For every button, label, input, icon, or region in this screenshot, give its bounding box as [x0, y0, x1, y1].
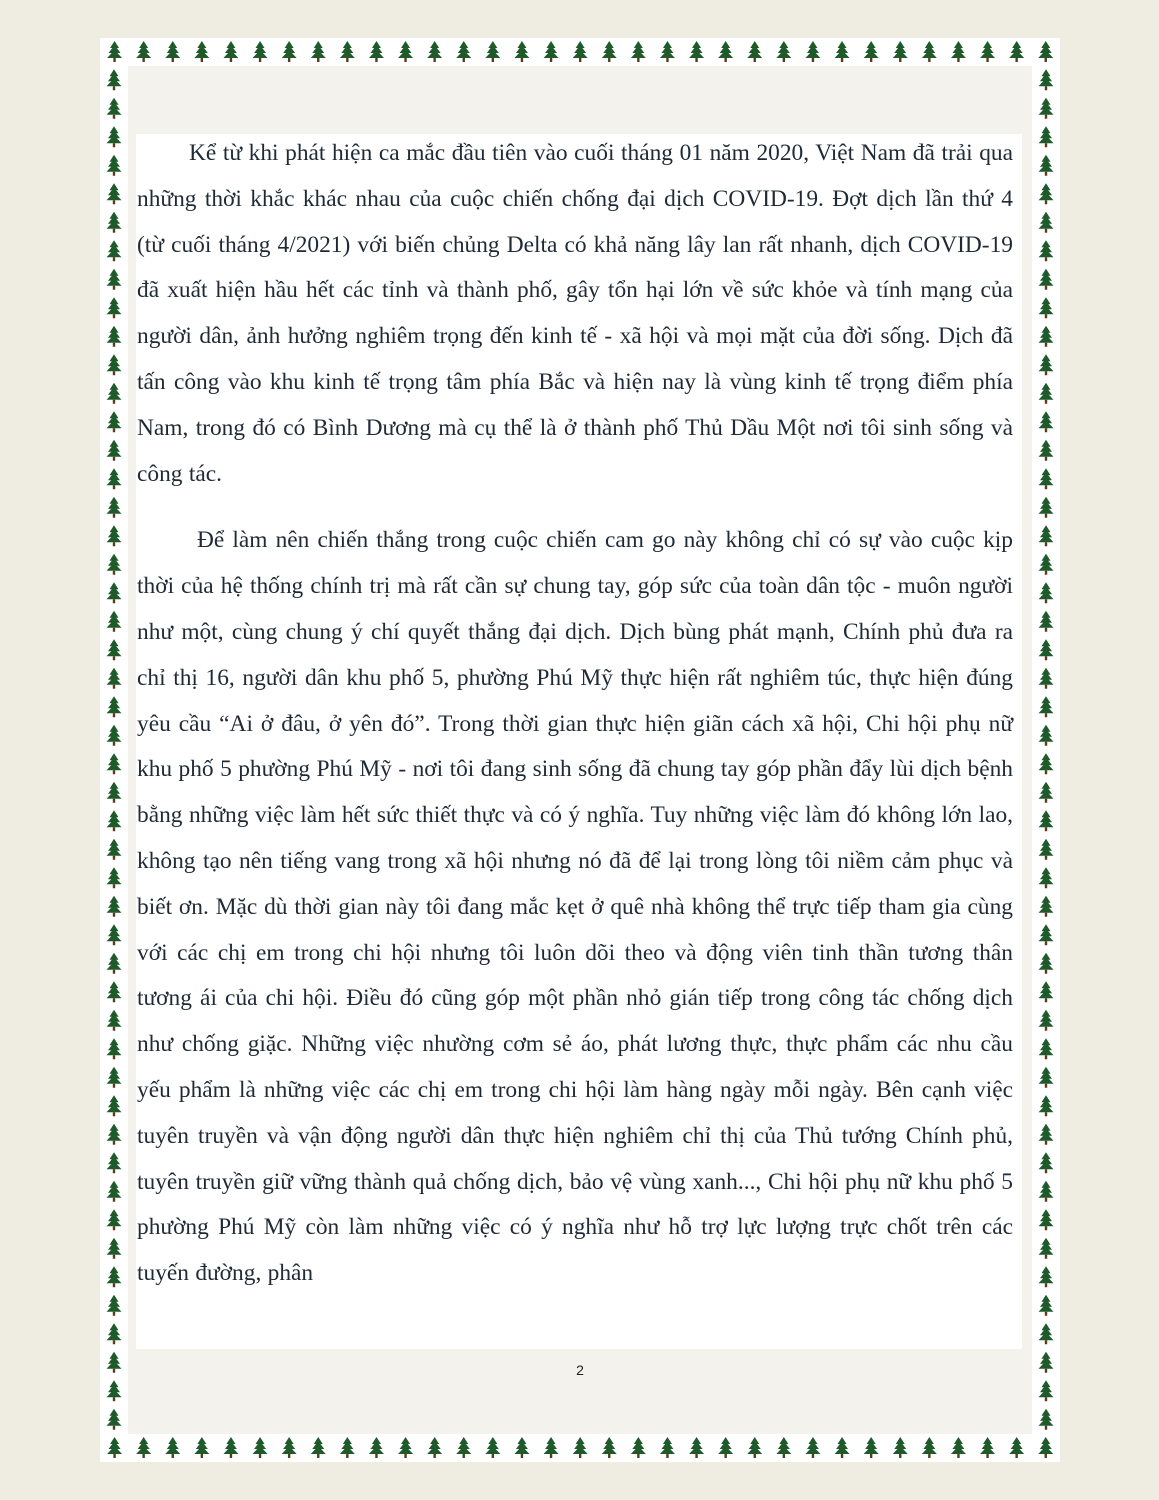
pine-tree-icon — [107, 1209, 122, 1230]
pine-tree-icon — [689, 1437, 704, 1458]
pine-tree-icon — [282, 1437, 297, 1458]
pine-tree-icon — [107, 924, 122, 945]
pine-tree-icon — [1039, 1152, 1054, 1173]
pine-tree-icon — [369, 1437, 384, 1458]
pine-tree-icon — [922, 41, 937, 62]
pine-tree-icon — [107, 867, 122, 888]
pine-tree-icon — [1039, 212, 1054, 233]
pine-tree-icon — [1039, 1409, 1054, 1430]
pine-tree-icon — [747, 1437, 762, 1458]
pine-tree-icon — [1039, 981, 1054, 1002]
pine-tree-icon — [1038, 41, 1053, 62]
pine-tree-icon — [718, 41, 733, 62]
pine-tree-icon — [107, 1152, 122, 1173]
pine-tree-icon — [893, 41, 908, 62]
pine-tree-icon — [165, 1437, 180, 1458]
pine-tree-icon — [1039, 1238, 1054, 1259]
pine-tree-icon — [107, 1067, 122, 1088]
pine-tree-icon — [107, 525, 122, 546]
pine-tree-icon — [544, 1437, 559, 1458]
pine-tree-icon — [107, 1323, 122, 1344]
pine-tree-icon — [805, 1437, 820, 1458]
pine-tree-icon — [864, 1437, 879, 1458]
page-content-area — [128, 66, 1032, 1434]
pine-tree-icon — [485, 41, 500, 62]
pine-tree-icon — [107, 1124, 122, 1145]
pine-tree-icon — [369, 41, 384, 62]
pine-tree-icon — [1039, 582, 1054, 603]
body-text — [136, 134, 1022, 1349]
pine-tree-border-bottom — [100, 1434, 1060, 1462]
page-number: 2 — [576, 1362, 584, 1378]
pine-tree-icon — [1039, 1266, 1054, 1287]
pine-tree-icon — [1039, 896, 1054, 917]
pine-tree-icon — [573, 1437, 588, 1458]
pine-tree-icon — [1039, 867, 1054, 888]
pine-tree-icon — [1009, 1437, 1024, 1458]
pine-tree-icon — [107, 326, 122, 347]
pine-tree-border-right — [1032, 66, 1060, 1434]
pine-tree-icon — [282, 41, 297, 62]
pine-tree-icon — [1039, 440, 1054, 461]
pine-tree-icon — [1039, 525, 1054, 546]
pine-tree-icon — [835, 41, 850, 62]
pine-tree-icon — [1039, 1295, 1054, 1316]
pine-tree-icon — [107, 725, 122, 746]
pine-tree-icon — [107, 183, 122, 204]
pine-tree-icon — [107, 1380, 122, 1401]
pine-tree-icon — [1039, 1209, 1054, 1230]
pine-tree-icon — [107, 810, 122, 831]
pine-tree-icon — [1039, 1323, 1054, 1344]
pine-tree-icon — [1039, 696, 1054, 717]
pine-tree-icon — [456, 41, 471, 62]
pine-tree-icon — [107, 1038, 122, 1059]
pine-tree-icon — [340, 41, 355, 62]
pine-tree-icon — [107, 440, 122, 461]
pine-tree-icon — [107, 1409, 122, 1430]
pine-tree-icon — [514, 1437, 529, 1458]
pine-tree-border-top — [100, 38, 1060, 66]
pine-tree-icon — [980, 41, 995, 62]
pine-tree-icon — [107, 1238, 122, 1259]
paragraph-1: Kể từ khi phát hiện ca mắc đầu tiên vào cuối tháng 01 năm 2020, Việt Nam đã trải qua những thời khắc khác nhau của cuộc chiến chống đại dịch COVID-19. Đợt dịch lần thứ 4 (từ cuối tháng 4/2021) với biến chủng Delta có khả năng lây lan rất nhanh, dịch COVID-19 đã xuất hiện hầu hết các tỉnh và thành phố, gây tổn hại lớn về sức khỏe và tính mạng của người dân, ảnh hưởng nghiêm trọng đến kinh tế - xã hội và mọi mặt của đời sống. Dịch đã tấn công vào khu kinh tế trọng tâm phía Bắc và hiện nay là vùng kinh tế trọng điểm phía Nam, trong đó có Bình Dương mà cụ thể là ở thành phố Thủ Dầu Một nơi tôi sinh sống và công tác. — [137, 140, 1013, 487]
pine-tree-icon — [1039, 297, 1054, 318]
tree-border-bottom — [100, 1434, 1060, 1462]
pine-tree-icon — [1039, 126, 1054, 147]
pine-tree-icon — [427, 41, 442, 62]
pine-tree-icon — [107, 69, 122, 90]
pine-tree-icon — [107, 896, 122, 917]
pine-tree-icon — [1039, 1010, 1054, 1031]
pine-tree-icon — [107, 212, 122, 233]
pine-tree-icon — [311, 41, 326, 62]
pine-tree-icon — [660, 1437, 675, 1458]
pine-tree-icon — [776, 1437, 791, 1458]
pine-tree-icon — [980, 1437, 995, 1458]
pine-tree-icon — [951, 41, 966, 62]
pine-tree-icon — [1039, 810, 1054, 831]
pine-tree-icon — [107, 839, 122, 860]
pine-tree-icon — [398, 1437, 413, 1458]
pine-tree-icon — [1039, 639, 1054, 660]
document-page — [100, 38, 1060, 1462]
pine-tree-icon — [107, 953, 122, 974]
pine-tree-icon — [1039, 554, 1054, 575]
pine-tree-icon — [223, 41, 238, 62]
pine-tree-icon — [107, 554, 122, 575]
pine-tree-icon — [631, 41, 646, 62]
pine-tree-icon — [107, 668, 122, 689]
pine-tree-icon — [1039, 468, 1054, 489]
pine-tree-icon — [1039, 240, 1054, 261]
pine-tree-icon — [1039, 269, 1054, 290]
pine-tree-icon — [1039, 611, 1054, 632]
pine-tree-icon — [165, 41, 180, 62]
pine-tree-icon — [1039, 753, 1054, 774]
pine-tree-icon — [1039, 1067, 1054, 1088]
pine-tree-icon — [689, 41, 704, 62]
pine-tree-icon — [253, 1437, 268, 1458]
pine-tree-icon — [107, 981, 122, 1002]
pine-tree-icon — [223, 1437, 238, 1458]
pine-tree-icon — [1039, 326, 1054, 347]
pine-tree-icon — [835, 1437, 850, 1458]
pine-tree-icon — [1039, 183, 1054, 204]
pine-tree-icon — [311, 1437, 326, 1458]
pine-tree-icon — [1039, 155, 1054, 176]
pine-tree-icon — [427, 1437, 442, 1458]
pine-tree-icon — [747, 41, 762, 62]
pine-tree-icon — [893, 1437, 908, 1458]
pine-tree-icon — [253, 41, 268, 62]
pine-tree-icon — [398, 41, 413, 62]
pine-tree-icon — [107, 155, 122, 176]
pine-tree-icon — [107, 468, 122, 489]
pine-tree-icon — [544, 41, 559, 62]
pine-tree-icon — [1039, 1124, 1054, 1145]
pine-tree-icon — [107, 297, 122, 318]
pine-tree-icon — [1039, 924, 1054, 945]
pine-tree-icon — [107, 354, 122, 375]
tree-border-right — [1032, 66, 1060, 1434]
pine-tree-icon — [573, 41, 588, 62]
pine-tree-icon — [1039, 1181, 1054, 1202]
pine-tree-icon — [107, 1181, 122, 1202]
pine-tree-icon — [1039, 725, 1054, 746]
pine-tree-icon — [1039, 668, 1054, 689]
pine-tree-icon — [107, 1437, 122, 1458]
pine-tree-icon — [514, 41, 529, 62]
pine-tree-icon — [107, 126, 122, 147]
pine-tree-icon — [602, 1437, 617, 1458]
pine-tree-icon — [660, 41, 675, 62]
pine-tree-icon — [136, 1437, 151, 1458]
pine-tree-icon — [805, 41, 820, 62]
pine-tree-icon — [1039, 411, 1054, 432]
pine-tree-icon — [107, 753, 122, 774]
pine-tree-icon — [1039, 953, 1054, 974]
tree-border-top — [100, 38, 1060, 66]
pine-tree-icon — [718, 1437, 733, 1458]
pine-tree-icon — [107, 611, 122, 632]
pine-tree-icon — [107, 582, 122, 603]
pine-tree-icon — [107, 41, 122, 62]
pine-tree-icon — [107, 98, 122, 119]
pine-tree-icon — [1039, 1352, 1054, 1373]
pine-tree-border-left — [100, 66, 128, 1434]
pine-tree-icon — [107, 1295, 122, 1316]
pine-tree-icon — [107, 497, 122, 518]
pine-tree-icon — [1039, 497, 1054, 518]
pine-tree-icon — [631, 1437, 646, 1458]
pine-tree-icon — [1039, 98, 1054, 119]
paragraph-2: Để làm nên chiến thắng trong cuộc chiến cam go này không chỉ có sự vào cuộc kịp thời của hệ thống chính trị mà rất cần sự chung tay, góp sức của toàn dân tộc - muôn người như một, cùng chung ý chí quyết thắng đại dịch. Dịch bùng phát mạnh, Chính phủ đưa ra chỉ thị 16, người dân khu phố 5, phường Phú Mỹ thực hiện rất nghiêm túc, thực hiện đúng yêu cầu “Ai ở đâu, ở yên đó”. Trong thời gian thực hiện giãn cách xã hội, Chi hội phụ nữ khu phố 5 phường Phú Mỹ - nơi tôi đang sinh sống đã chung tay góp phần đẩy lùi dịch bệnh bằng những việc làm hết sức thiết thực và có ý nghĩa. Tuy những việc làm đó không lớn lao, không tạo nên tiếng vang trong xã hội nhưng nó đã để lại trong lòng tôi niềm cảm phục và biết ơn. Mặc dù thời gian này tôi đang mắc kẹt ở quê nhà không thể trực tiếp tham gia cùng với các chị em trong chi hội nhưng tôi luôn dõi theo và động viên tinh thần tương thân tương ái của chi hội. Điều đó cũng góp một phần nhỏ gián tiếp trong công tác chống dịch như chống giặc. Những việc nhường cơm sẻ áo, phát lương thực, thực phẩm các nhu cầu yếu phẩm là những việc các chị em trong chi hội làm hàng ngày mỗi ngày. Bên cạnh việc tuyên truyền và vận động người dân thực hiện nghiêm chỉ thị của Thủ tướng Chính phủ, tuyên truyền giữ vững thành quả chống dịch, bảo vệ vùng xanh..., Chi hội phụ nữ khu phố 5 phường Phú Mỹ còn làm những việc có ý nghĩa như hỗ trợ lực lượng trực chốt trên các tuyến đường, phân — [137, 527, 1013, 1287]
pine-tree-icon — [456, 1437, 471, 1458]
pine-tree-icon — [951, 1437, 966, 1458]
pine-tree-icon — [107, 639, 122, 660]
pine-tree-icon — [136, 41, 151, 62]
pine-tree-icon — [1039, 839, 1054, 860]
pine-tree-icon — [1039, 1038, 1054, 1059]
pine-tree-icon — [1039, 354, 1054, 375]
pine-tree-icon — [1039, 782, 1054, 803]
pine-tree-icon — [1039, 1380, 1054, 1401]
pine-tree-icon — [1039, 69, 1054, 90]
pine-tree-icon — [1009, 41, 1024, 62]
pine-tree-icon — [107, 1266, 122, 1287]
pine-tree-icon — [1039, 1095, 1054, 1116]
pine-tree-icon — [485, 1437, 500, 1458]
pine-tree-icon — [602, 41, 617, 62]
tree-border-left — [100, 66, 128, 1434]
pine-tree-icon — [340, 1437, 355, 1458]
pine-tree-icon — [107, 1010, 122, 1031]
pine-tree-icon — [776, 41, 791, 62]
pine-tree-icon — [107, 411, 122, 432]
pine-tree-icon — [107, 696, 122, 717]
pine-tree-icon — [194, 1437, 209, 1458]
pine-tree-icon — [107, 1352, 122, 1373]
pine-tree-icon — [107, 240, 122, 261]
pine-tree-icon — [107, 383, 122, 404]
pine-tree-icon — [107, 782, 122, 803]
pine-tree-icon — [194, 41, 209, 62]
pine-tree-icon — [922, 1437, 937, 1458]
pine-tree-icon — [1039, 383, 1054, 404]
pine-tree-icon — [864, 41, 879, 62]
pine-tree-icon — [1038, 1437, 1053, 1458]
pine-tree-icon — [107, 269, 122, 290]
pine-tree-icon — [107, 1095, 122, 1116]
